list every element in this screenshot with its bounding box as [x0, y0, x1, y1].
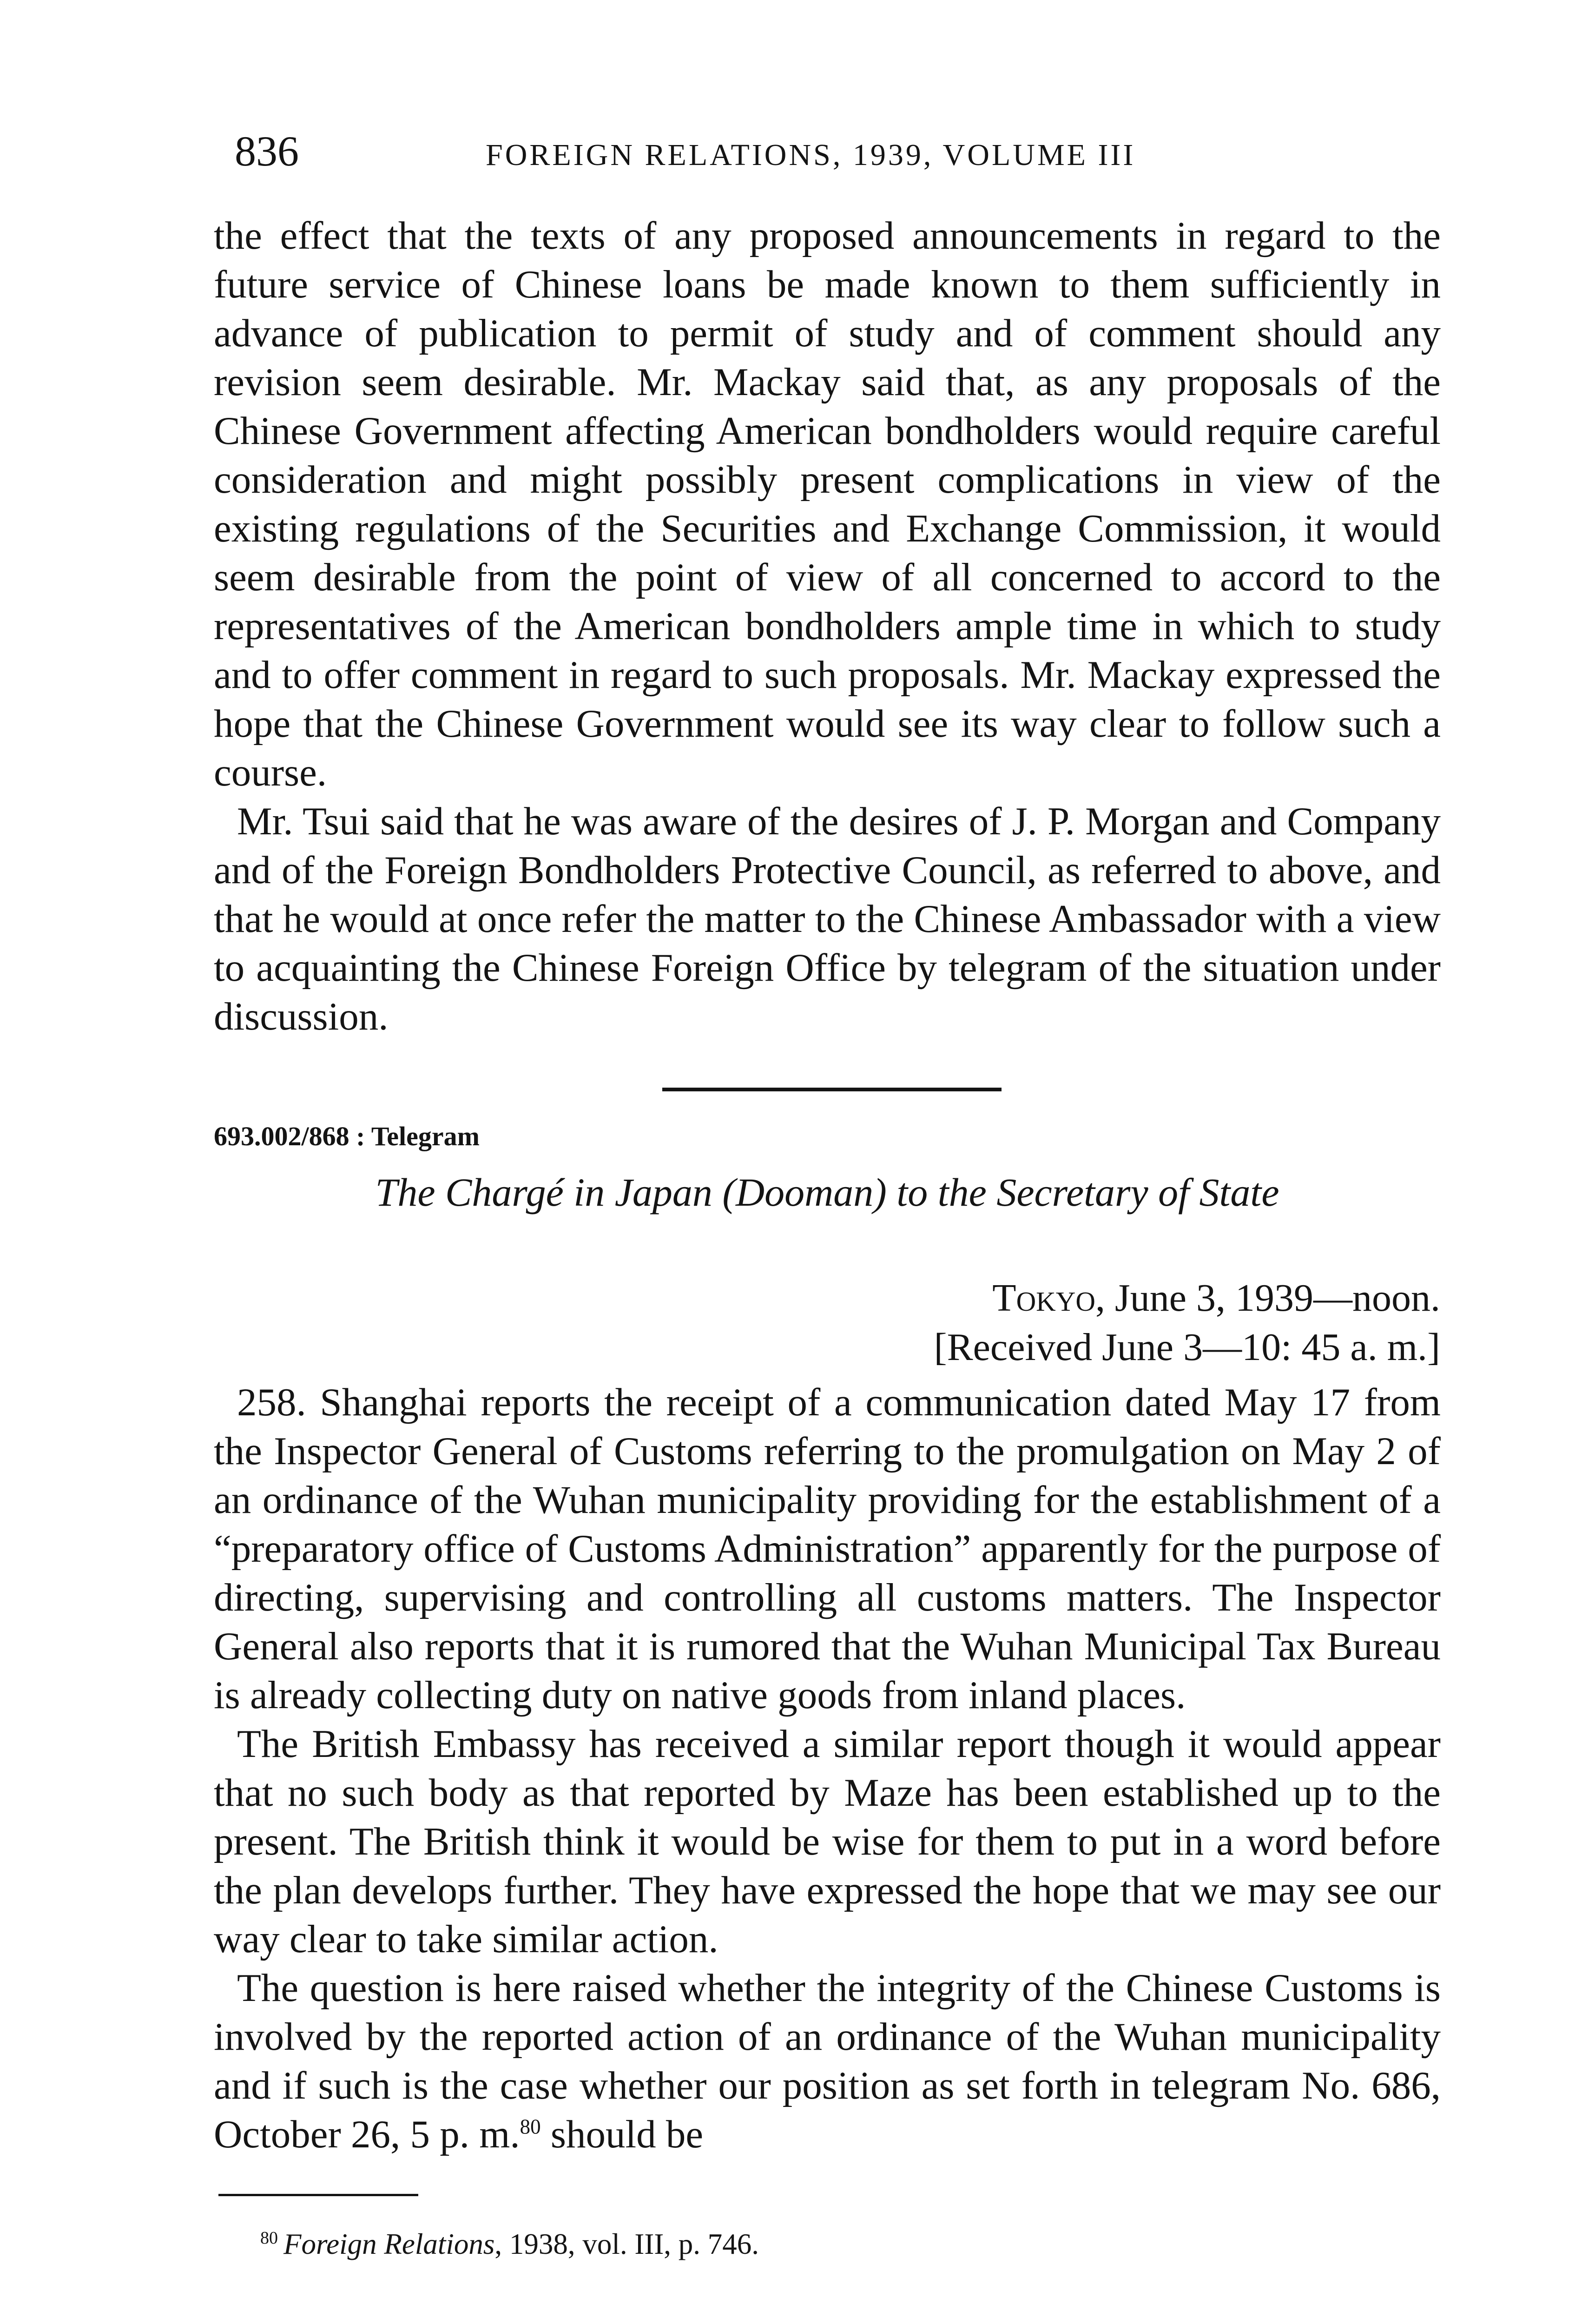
telegram-paragraph-2: The British Embassy has received a similar report though it would appear that no such body as that reported by Maze has been established up to the present. The British think it would be wise for them to put in a word before the plan develops further. They have expressed the hope that we may see our way clear to take similar action.	[214, 1722, 1441, 1961]
dispatch-date: , June 3, 1939—noon.	[1095, 1276, 1440, 1320]
received-line: [Received June 3—10: 45 a. m.]	[934, 1326, 1440, 1369]
file-number: 693.002/868 : Telegram	[214, 1121, 480, 1151]
continued-text	[214, 211, 1441, 1041]
page-number: 836	[235, 127, 299, 175]
dateline	[743, 1274, 1440, 1372]
telegram-paragraph-3-ending: should be	[540, 2113, 704, 2156]
footnote-citation: , 1938, vol. III, p. 746.	[494, 2228, 759, 2260]
dispatch-place: Tokyo	[992, 1276, 1096, 1320]
footnote	[260, 2219, 1283, 2263]
telegram-paragraph-3	[214, 1964, 1441, 2159]
telegram-body	[214, 1378, 1441, 2159]
running-head: FOREIGN RELATIONS, 1939, VOLUME III	[486, 138, 1136, 172]
continued-paragraph-2: Mr. Tsui said that he was aware of the desires of J. P. Morgan and Company and of the Foreign Bondholders Protective Council, as referred to above, and that he would at once refer the matter to the Chinese Ambassador with a view to acquainting the Chinese Foreign Office by telegram of the situation under discussion.	[214, 799, 1441, 1038]
telegram-paragraph-1: 258. Shanghai reports the receipt of a communication dated May 17 from the Inspector General of Customs referring to the promulgation on May 2 of an ordinance of the Wuhan municipality providing for the establishment of a “preparatory office of Customs Administration” apparently for the purpose of directing, supervising and controlling all customs matters. The Inspector General also reports that it is rumored that the Wuhan Municipal Tax Bureau is already collecting duty on native goods from inland places.	[214, 1380, 1441, 1717]
document-title: The Chargé in Japan (Dooman) to the Secretary of State	[375, 1170, 1279, 1215]
telegram-paragraph-3-text: The question is here raised whether the integrity of the Chinese Customs is involved by the reported action of an ordinance of the Wuhan municipality and if such is the case whether our position as set forth in telegram No. 686, October 26, 5 p. m.	[214, 1966, 1441, 2156]
footnote-title: Foreign Relations	[283, 2228, 495, 2260]
dispatch-line	[743, 1274, 1440, 1323]
footnote-marker: 80	[260, 2228, 278, 2248]
page-header	[235, 125, 1257, 181]
footnote-rule	[218, 2194, 418, 2196]
section-divider	[662, 1088, 1002, 1091]
footnote-reference: 80	[520, 2115, 541, 2139]
continued-paragraph-1: the effect that the texts of any proposed announcements in regard to the future service of Chinese loans be made known to them sufficiently in advance of publication to permit of study and of comment should any revision seem desirable. Mr. Mackay said that, as any proposals of the Chinese Government affecting American bondholders would require careful consideration and might possibly present complications in view of the existing regulations of the Securities and Exchange Commission, it would seem desirable from the point of view of all concerned to accord to the representatives of the American bondholders ample time in which to study and to offer comment in regard to such proposals. Mr. Mackay expressed the hope that the Chinese Government would see its way clear to follow such a course.	[214, 214, 1441, 794]
